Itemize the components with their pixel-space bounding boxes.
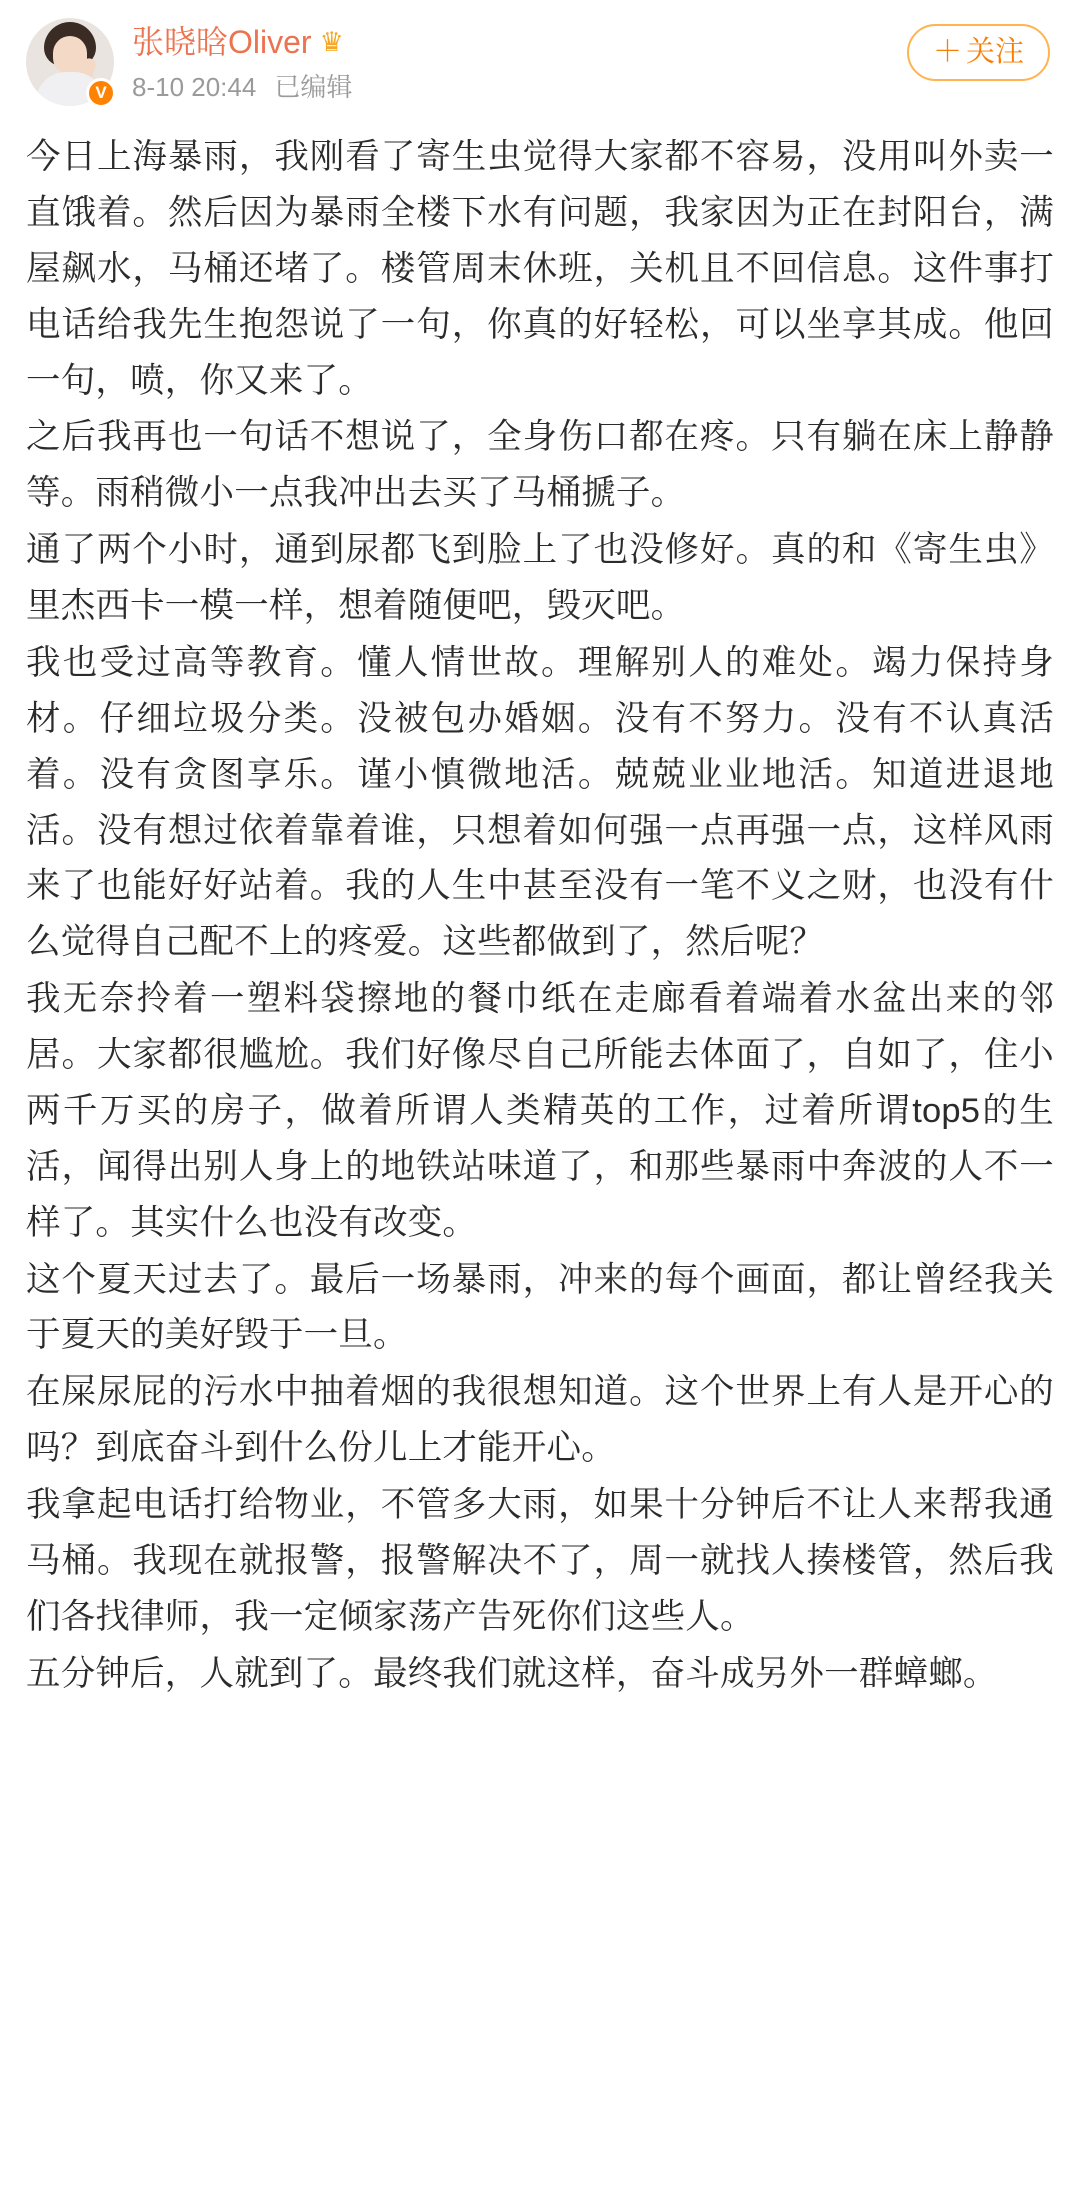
- post-header: [0, 0, 1080, 116]
- post-paragraph: 五分钟后，人就到了。最终我们就这样，奋斗成另外一群蟑螂。: [26, 1654, 998, 1693]
- author-name[interactable]: 张晓晗Oliver: [132, 24, 312, 60]
- post-meta-row: [132, 72, 907, 103]
- author-name-row: [132, 22, 907, 62]
- post-paragraph: 我拿起电话打给物业，不管多大雨，如果十分钟后不让人来帮我通马桶。我现在就报警，报警解决不了，周一就找人揍楼管，然后我们各找律师，我一定倾家荡产告死你们这些人。: [26, 1486, 1054, 1636]
- post-timestamp: 8-10 20:44: [132, 72, 257, 102]
- post-paragraph: 这个夏天过去了。最后一场暴雨，冲来的每个画面，都让曾经我关于夏天的美好毁于一旦。: [26, 1260, 1054, 1355]
- post-paragraph: 今日上海暴雨，我刚看了寄生虫觉得大家都不容易，没用叫外卖一直饿着。然后因为暴雨全楼下水有问题，我家因为正在封阳台，满屋飙水，马桶还堵了。楼管周末休班，关机且不回信息。这件事打电话给我先生抱怨说了一句，你真的好轻松，可以坐享其成。他回一句，喷，你又来了。: [26, 138, 1054, 400]
- crown-icon: ♛: [319, 26, 344, 57]
- post-paragraph: 我也受过高等教育。懂人情世故。理解别人的难处。竭力保持身材。仔细垃圾分类。没被包办婚姻。没有不努力。没有不认真活着。没有贪图享乐。谨小慎微地活。兢兢业业地活。知道进退地活。没有想过依着靠着谁，只想着如何强一点再强一点，这样风雨来了也能好好站着。我的人生中甚至没有一笔不义之财，也没有什么觉得自己配不上的疼爱。这些都做到了，然后呢？: [26, 643, 1054, 962]
- follow-button-label: 关注: [965, 36, 1024, 68]
- author-meta: [132, 18, 907, 103]
- follow-button[interactable]: [907, 24, 1050, 81]
- post-paragraph: 之后我再也一句话不想说了，全身伤口都在疼。只有躺在床上静静等。雨稍微小一点我冲出去买了马桶搋子。: [26, 418, 1054, 513]
- edited-label: 已编辑: [274, 72, 353, 102]
- avatar[interactable]: [26, 18, 114, 106]
- post-paragraph: 我无奈拎着一塑料袋擦地的餐巾纸在走廊看着端着水盆出来的邻居。大家都很尴尬。我们好像尽自己所能去体面了，自如了，住小两千万买的房子，做着所谓人类精英的工作，过着所谓top5的生活，闻得出别人身上的地铁站味道了，和那些暴雨中奔波的人不一样了。其实什么也没有改变。: [26, 980, 1054, 1242]
- post-content: [0, 116, 1080, 1703]
- post-paragraph: 在屎尿屁的污水中抽着烟的我很想知道。这个世界上有人是开心的吗？到底奋斗到什么份儿上才能开心。: [26, 1373, 1054, 1468]
- post-paragraph: 通了两个小时，通到尿都飞到脸上了也没修好。真的和《寄生虫》里杰西卡一模一样，想着随便吧，毁灭吧。: [26, 531, 1054, 625]
- plus-icon: ＋: [932, 36, 962, 68]
- verified-badge-icon: V: [86, 78, 116, 108]
